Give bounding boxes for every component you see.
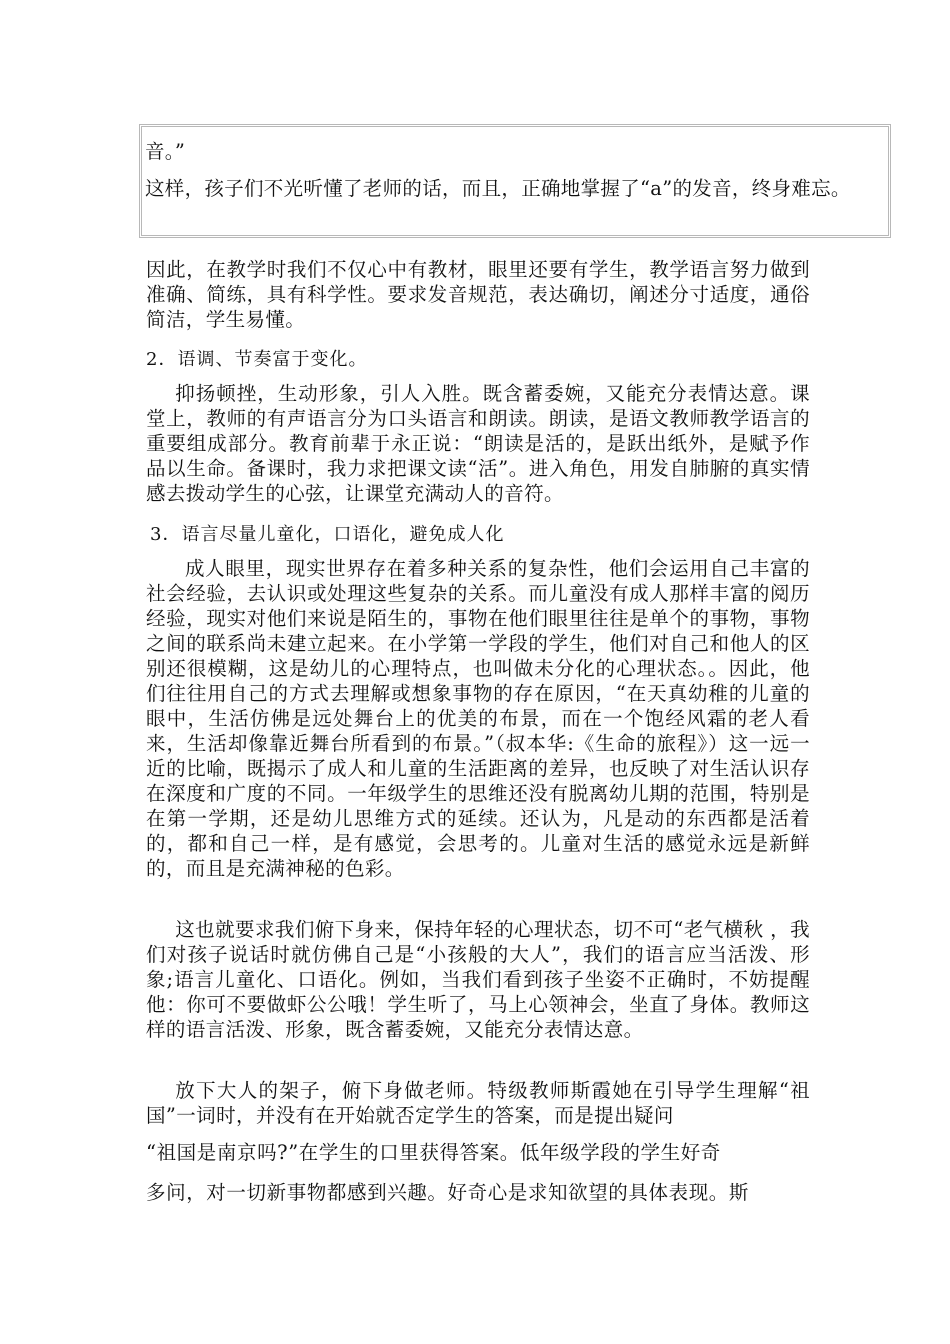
- paragraph-teacher: 放下大人的架子，俯下身做老师。特级教师斯霞她在引导学生理解“祖国”一词时，并没有在开始就否定学生的答案，而是提出疑问: [146, 1079, 810, 1127]
- paragraph-bend-down: 这也就要求我们俯下身来，保持年轻的心理状态，切不可“老气横秋 ，我们对孩子说话时就仿佛自己是“小孩般的大人”，我们的语言应当活泼、形象;语言儿童化、口语化。例如，当我们看到孩子坐姿不正确时，不妨提醒他：你可不要做虾公公哦！学生听了，马上心领神会，坐直了身体。教师这样的语言活泼、形象，既含蓄委婉，又能充分表情达意。: [146, 918, 810, 1041]
- section-heading-2: 2．语调、节奏富于变化。: [146, 349, 368, 370]
- paragraph-intonation: 抑扬顿挫，生动形象，引人入胜。既含蓄委婉，又能充分表情达意。课堂上，教师的有声语言分为口头语言和朗读。朗读，是语文教师教学语言的重要组成部分。教育前辈于永正说：“朗读是活的，是跃出纸外，是赋予作品以生命。备课时，我力求把课文读“活”。进入角色，用发自肺腑的真实情感去拨动学生的心弦，让课堂充满动人的音符。: [146, 382, 810, 505]
- paragraph-adult-view: 成人眼里，现实世界存在着多种关系的复杂性，他们会运用自己丰富的社会经验，去认识或处理这些复杂的关系。而儿童没有成人那样丰富的阅历经验，现实对他们来说是陌生的，事物在他们眼里往往是单个的事物，事物之间的联系尚未建立起来。在小学第一学段的学生，他们对自己和他人的区别还很模糊，这是幼儿的心理特点，也叫做未分化的心理状态。。因此，他们往往用自己的方式去理解或想象事物的存在原因，“在天真幼稚的儿童的眼中，生活仿佛是远处舞台上的优美的布景，而在一个饱经风霜的老人看来，生活却像靠近舞台所看到的布景。”（叔本华:《生命的旅程》）这一远一近的比喻，既揭示了成人和儿童的生活距离的差异，也反映了对生活认识存在深度和广度的不同。一年级学生的思维还没有脱离幼儿期的范围，特别是在第一学期，还是幼儿思维方式的延续。还认为，凡是动的东西都是活着的，都和自己一样，是有感觉，会思考的。儿童对生活的感觉永远是新鲜的，而且是充满神秘的色彩。: [146, 557, 810, 880]
- section-heading-3: 3．语言尽量儿童化，口语化，避免成人化: [150, 524, 505, 545]
- quote-box: [139, 124, 891, 238]
- paragraph-line-nanjing: “祖国是南京吗?”在学生的口里获得答案。低年级学段的学生好奇: [146, 1141, 721, 1164]
- quote-line-2: 这样，孩子们不光听懂了老师的话，而且，正确地掌握了“a”的发音，终身难忘。: [145, 177, 851, 200]
- paragraph-therefore: 因此，在教学时我们不仅心中有教材，眼里还要有学生，教学语言努力做到准确、简练，具有科学性。要求发音规范，表达确切，阐述分寸适度，通俗简洁，学生易懂。: [146, 258, 810, 331]
- paragraph-line-curiosity: 多问，对一切新事物都感到兴趣。好奇心是求知欲望的具体表现。斯: [146, 1181, 750, 1204]
- quote-line-1: 音。”: [145, 140, 186, 163]
